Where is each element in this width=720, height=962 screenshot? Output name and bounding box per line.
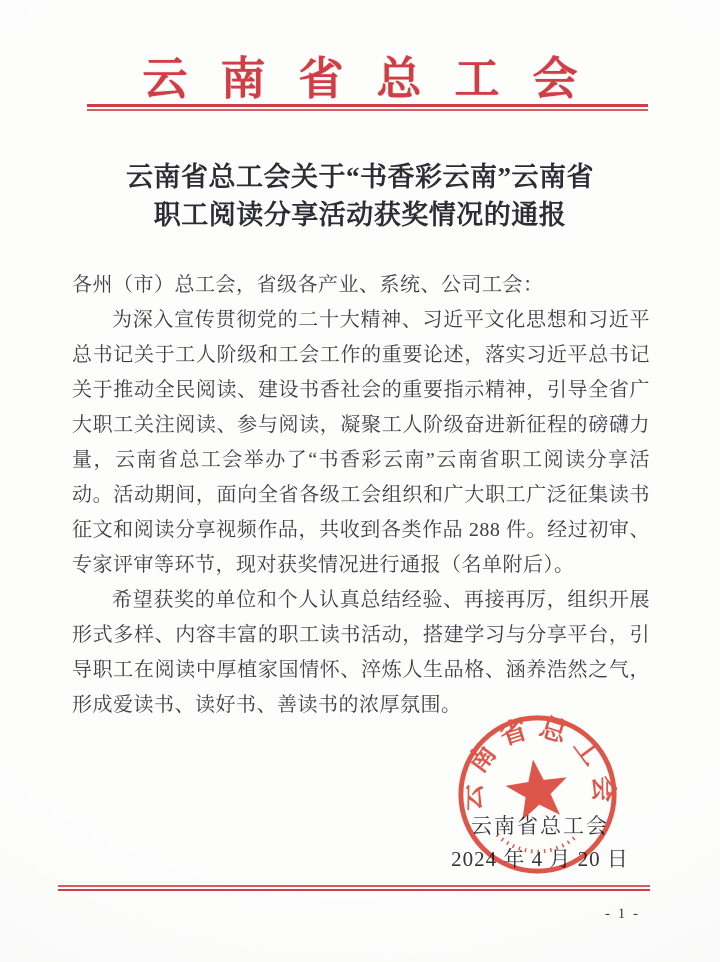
seal-star-icon [502, 755, 571, 822]
seal-arc-text: 云南省总工会 [456, 711, 619, 812]
seal-serial-marks [497, 835, 578, 852]
body-line: 关于推动全民阅读、建设书香社会的重要指示精神，引导全省广 [72, 379, 650, 401]
signature-date: 2024 年 4 月 20 日 [451, 847, 629, 871]
letterhead-org-name: 云南省总工会 [142, 54, 611, 104]
body-line: 总书记关于工人阶级和工会工作的重要论述，落实习近平总书记 [72, 344, 650, 366]
body-line: 动。活动期间，面向全省各级工会组织和广大职工广泛征集读书 [72, 484, 650, 506]
body-line: 各州（市）总工会，省级各产业、系统、公司工会： [72, 274, 544, 296]
document-title-line2: 职工阅读分享活动获奖情况的通报 [153, 200, 567, 230]
page-number: - 1 - [605, 906, 640, 922]
body-line: 征文和阅读分享视频作品，共收到各类作品 288 件。经过初审、 [72, 519, 650, 541]
official-seal [454, 711, 621, 878]
body-line: 形成爱读书、读好书、善读书的浓厚氛围。 [72, 694, 462, 716]
document-title-line1: 云南省总工会关于“书香彩云南”云南省 [126, 162, 594, 192]
footer-rule-thick [58, 889, 650, 892]
body-line: 导职工在阅读中厚植家国情怀、淬炼人生品格、涵养浩然之气， [72, 659, 650, 681]
signature-org: 云南省总工会 [471, 814, 609, 838]
document-body [72, 268, 650, 723]
seal-graphic [454, 711, 621, 878]
footer-rule [58, 885, 650, 891]
body-line: 专家评审等环节，现对获奖情况进行通报（名单附后）。 [72, 554, 575, 576]
letterhead-rule-thin [87, 109, 648, 111]
body-line: 形式多样、内容丰富的职工读书活动，搭建学习与分享平台，引 [72, 624, 650, 646]
body-line: 希望获奖的单位和个人认真总结经验、再接再厉，组织开展 [112, 589, 650, 611]
body-line: 为深入宣传贯彻党的二十大精神、习近平文化思想和习近平 [112, 309, 650, 331]
footer-rule-thin [58, 885, 650, 887]
document-title [40, 158, 680, 234]
body-line: 量，云南省总工会举办了“书香彩云南”云南省职工阅读分享活 [72, 449, 650, 471]
body-line: 大职工关注阅读、参与阅读，凝聚工人阶级奋进新征程的磅礴力 [72, 414, 650, 436]
letterhead-rule [87, 104, 648, 111]
